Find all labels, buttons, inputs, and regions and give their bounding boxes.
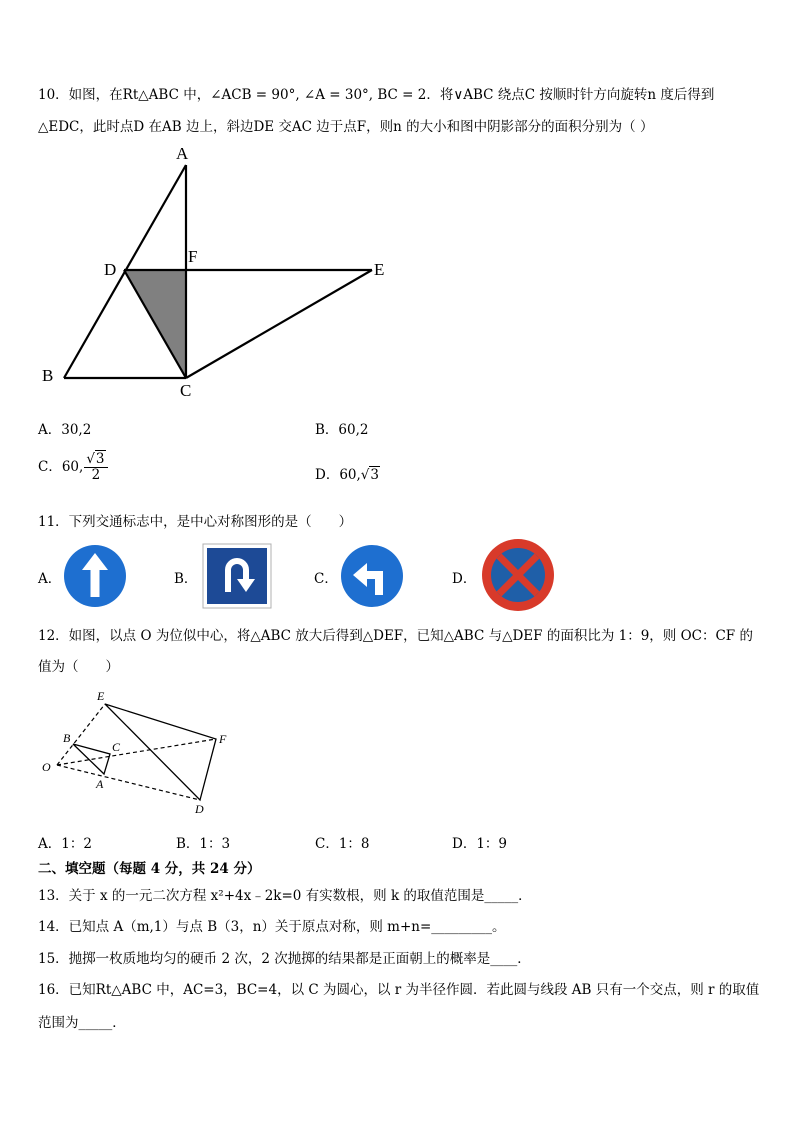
q11-option-b-label: B．	[174, 571, 198, 587]
q10-label-C: C	[180, 381, 192, 400]
q12-stem-line2: 值为（ ）	[38, 659, 119, 675]
q10-option-a: A．30,2	[38, 422, 92, 438]
q10-label-B: B	[42, 366, 54, 385]
q12-label-A: A	[96, 777, 104, 791]
q10-seg-EC	[186, 270, 372, 378]
q12-option-c: C．1：8	[315, 836, 370, 852]
q13-stem: 13．关于 x 的一元二次方程 x²+4x﹣2k=0 有实数根，则 k 的取值范围是_____．	[38, 888, 532, 904]
q14-stem: 14．已知点 A（m,1）与点 B（3，n）关于原点对称，则 m+n=_________。	[38, 919, 506, 935]
q12-option-d: D．1：9	[452, 836, 508, 852]
q12-label-C: C	[112, 740, 121, 754]
section-heading-fill-in: 二、填空题（每题 4 分，共 24 分）	[38, 861, 261, 877]
q10-option-b: B．60,2	[315, 422, 369, 438]
no-parking-sign-icon	[478, 538, 558, 612]
q10-stem-line2: △EDC，此时点D 在AB 边上，斜边DE 交AC 边于点F，则n 的大小和图中阴影部分的面积分别为（ ）	[38, 119, 654, 135]
u-turn-sign-icon	[203, 544, 271, 608]
turn-left-arrow-sign-icon	[339, 543, 405, 609]
q11-option-c-label: C．	[314, 571, 338, 587]
q12-triangle-ABC	[73, 744, 110, 774]
q12-label-B: B	[63, 731, 71, 745]
q10-stem-line1: 10．如图，在Rt△ABC 中，∠ACB = 90°, ∠A = 30°, BC = 2．将∨ABC 绕点C 按顺时针方向旋转n 度后得到	[38, 87, 715, 103]
q12-stem-line1: 12．如图，以点 O 为位似中心，将△ABC 放大后得到△DEF，已知△ABC 与△DEF 的面积比为 1：9，则 OC：CF 的	[38, 628, 753, 644]
q11-option-d-label: D．	[452, 571, 477, 587]
q12-label-E: E	[97, 689, 105, 703]
q12-ray-OD	[57, 765, 200, 800]
q10-seg-DC	[124, 270, 186, 378]
q12-label-F: F	[219, 732, 227, 746]
q12-option-a: A．1：2	[38, 836, 92, 852]
q10-label-E: E	[374, 260, 385, 279]
q10-label-A: A	[176, 144, 189, 163]
q16-stem-line2: 范围为_____．	[38, 1015, 126, 1031]
q12-label-O: O	[42, 760, 51, 774]
q12-ray-OF	[57, 739, 216, 765]
q11-option-a-label: A．	[38, 571, 62, 587]
q15-stem: 15．抛掷一枚质地均匀的硬币 2 次，2 次抛掷的结果都是正面朝上的概率是____．	[38, 951, 531, 967]
q10-option-c: C．60, $\frac{√3}{2}$	[38, 452, 108, 483]
q10-label-F: F	[188, 247, 198, 266]
q12-label-D: D	[195, 802, 204, 816]
q16-stem-line1: 16．已知Rt△ABC 中，AC=3，BC=4，以 C 为圆心，以 r 为半径作圆．若此圆与线段 AB 只有一个交点，则 r 的取值	[38, 982, 760, 998]
q12-triangle-DEF	[105, 704, 216, 800]
q10-label-D: D	[104, 260, 117, 279]
q12-option-b: B．1：3	[176, 836, 231, 852]
q11-stem: 11．下列交通标志中，是中心对称图形的是（ ）	[38, 514, 353, 530]
straight-ahead-arrow-sign-icon	[62, 543, 128, 609]
q10-seg-AB	[64, 165, 186, 378]
q10-option-d: D．60,√3	[315, 467, 379, 483]
q10-shaded-region	[124, 270, 186, 378]
